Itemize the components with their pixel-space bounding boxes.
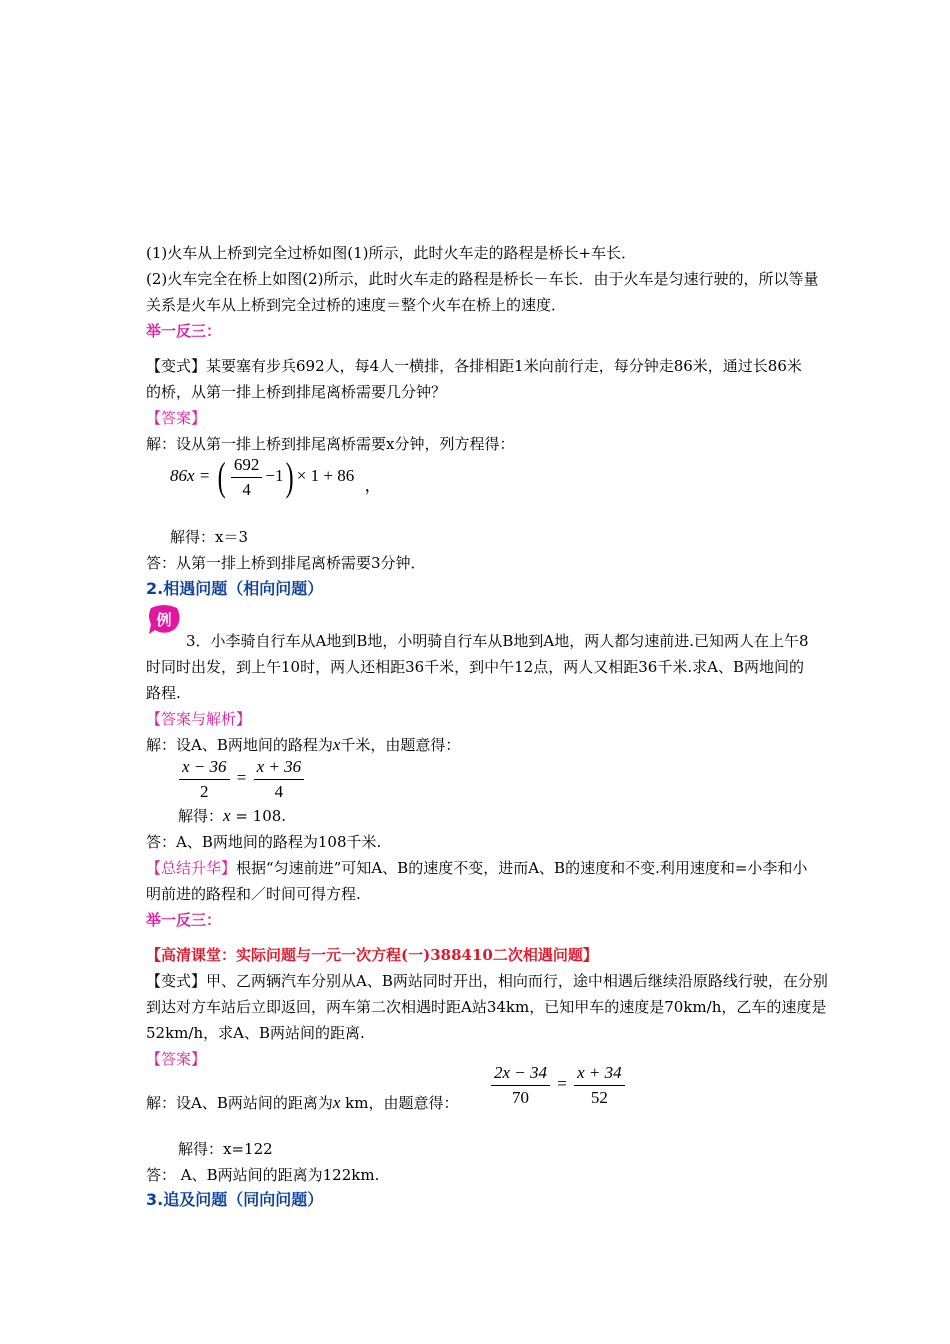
equation-1 [170, 450, 930, 502]
para-line: 解得：x=122 [178, 1140, 273, 1158]
para-line: 52km/h，求A、B两站间的距离. [146, 1024, 365, 1042]
eq3-num2: x + 34 [574, 1061, 625, 1086]
eq2-den1: 2 [200, 781, 209, 801]
eq2-equals: = [236, 768, 247, 787]
eq2-den2: 4 [274, 781, 284, 801]
eq2-frac-left [179, 755, 230, 804]
para-line: 【变式】某要塞有步兵692人，每4人一横排，各排相距1米向前行走，每分钟走86米，通过长86米 [146, 357, 802, 375]
var-x: x [332, 1093, 341, 1112]
text-span: 千米，由题意得： [340, 736, 461, 754]
equation-3 [488, 1058, 688, 1110]
eq3-equals: = [557, 1074, 567, 1093]
text-span: = 108. [230, 807, 287, 825]
eq1-rparen: ) [286, 454, 295, 500]
example-badge-icon [147, 604, 181, 634]
eq2-frac-right [254, 755, 305, 804]
eq3-frac-right [574, 1061, 625, 1110]
answer-label: 【答案】 [146, 1050, 207, 1068]
eq1-lparen: ( [217, 454, 226, 500]
para-line [178, 803, 938, 829]
para-line: (2)火车完全在桥上如图(2)所示，此时火车走的路程是桥长－车长．由于火车是匀速行驶的，所以等量 [146, 270, 819, 288]
section-label: 举一反三： [146, 322, 222, 340]
para-line [146, 1090, 486, 1116]
para-line: 路程. [146, 684, 181, 702]
var-x: x [332, 735, 341, 754]
eq3-num1: 2x − 34 [491, 1061, 550, 1086]
course-link-label: 【高清课堂：实际问题与一元一次方程(一)388410二次相遇问题】 [146, 946, 598, 964]
answer-label: 【答案】 [146, 409, 207, 427]
para-line: 到达对方车站后立即返回，两车第二次相遇时距A站34km，已知甲车的速度是70km/h，乙车的速度是 [146, 998, 827, 1016]
para-line: 明前进的路程和／时间可得方程. [146, 885, 361, 903]
para-line: 解：设从第一排上桥到排尾离桥需要x分钟，列方程得： [146, 435, 515, 453]
text-span: 解得： [178, 807, 224, 825]
text-span: 解：设A、B两地间的路程为 [146, 736, 333, 754]
text-span: 解：设A、B两站间的距离为 [146, 1094, 333, 1112]
answer-analysis-label: 【答案与解析】 [146, 710, 252, 728]
para-line: 关系是火车从上桥到完全过桥的速度＝整个火车在桥上的速度． [146, 296, 567, 314]
para-line: 【变式】甲、乙两辆汽车分别从A、B两站同时开出，相向而行，途中相遇后继续沿原路线行驶，在分别 [146, 972, 828, 990]
section-heading: 3.追及问题（同向问题） [146, 1190, 324, 1209]
para-line: 答：A、B两地间的路程为108千米. [146, 833, 382, 851]
eq2-num1: x − 36 [179, 755, 230, 780]
var-x: x [223, 806, 231, 825]
eq1-comma: ， [364, 476, 382, 495]
para-line: 答：从第一排上桥到排尾离桥需要3分钟． [146, 554, 426, 572]
equation-2 [176, 752, 936, 804]
para-line [146, 855, 906, 881]
eq1-fraction [231, 453, 263, 502]
text-span: km，由题意得： [340, 1094, 459, 1112]
para-line: 答： A、B两站间的距离为122km. [146, 1166, 380, 1184]
para-line: 的桥，从第一排上桥到排尾离桥需要几分钟？ [146, 383, 447, 401]
para-line: (1)火车从上桥到完全过桥如图(1)所示，此时火车走的路程是桥长+车长． [146, 244, 637, 262]
eq3-den1: 70 [512, 1087, 530, 1107]
eq2-num2: x + 36 [254, 755, 305, 780]
example-badge-text: 例 [156, 611, 172, 629]
eq1-num: 692 [231, 453, 263, 478]
section-label: 举一反三： [146, 911, 222, 929]
eq3-frac-left [491, 1061, 550, 1110]
section-heading: 2.相遇问题（相向问题） [146, 579, 324, 598]
eq1-rest: × 1 + 86 [296, 466, 355, 485]
eq1-lhs: 86x = [170, 466, 211, 485]
text-span: 根据“匀速前进”可知A、B的速度不变，进而A、B的速度和不变.利用速度和=小李和小 [236, 859, 808, 877]
para-line: 解得：x＝3 [170, 528, 249, 546]
eq1-minus-one: −1 [265, 466, 284, 485]
eq3-den2: 52 [590, 1087, 608, 1107]
eq1-den: 4 [242, 479, 251, 499]
para-line: 时同时出发，到上午10时，两人还相距36千米，到中午12点，两人又相距36千米.求A、B两地间的 [146, 658, 804, 676]
summary-label: 【总结升华】 [146, 859, 237, 877]
para-line: 3．小李骑自行车从A地到B地，小明骑自行车从B地到A地，两人都匀速前进.已知两人在上午8 [186, 632, 809, 650]
